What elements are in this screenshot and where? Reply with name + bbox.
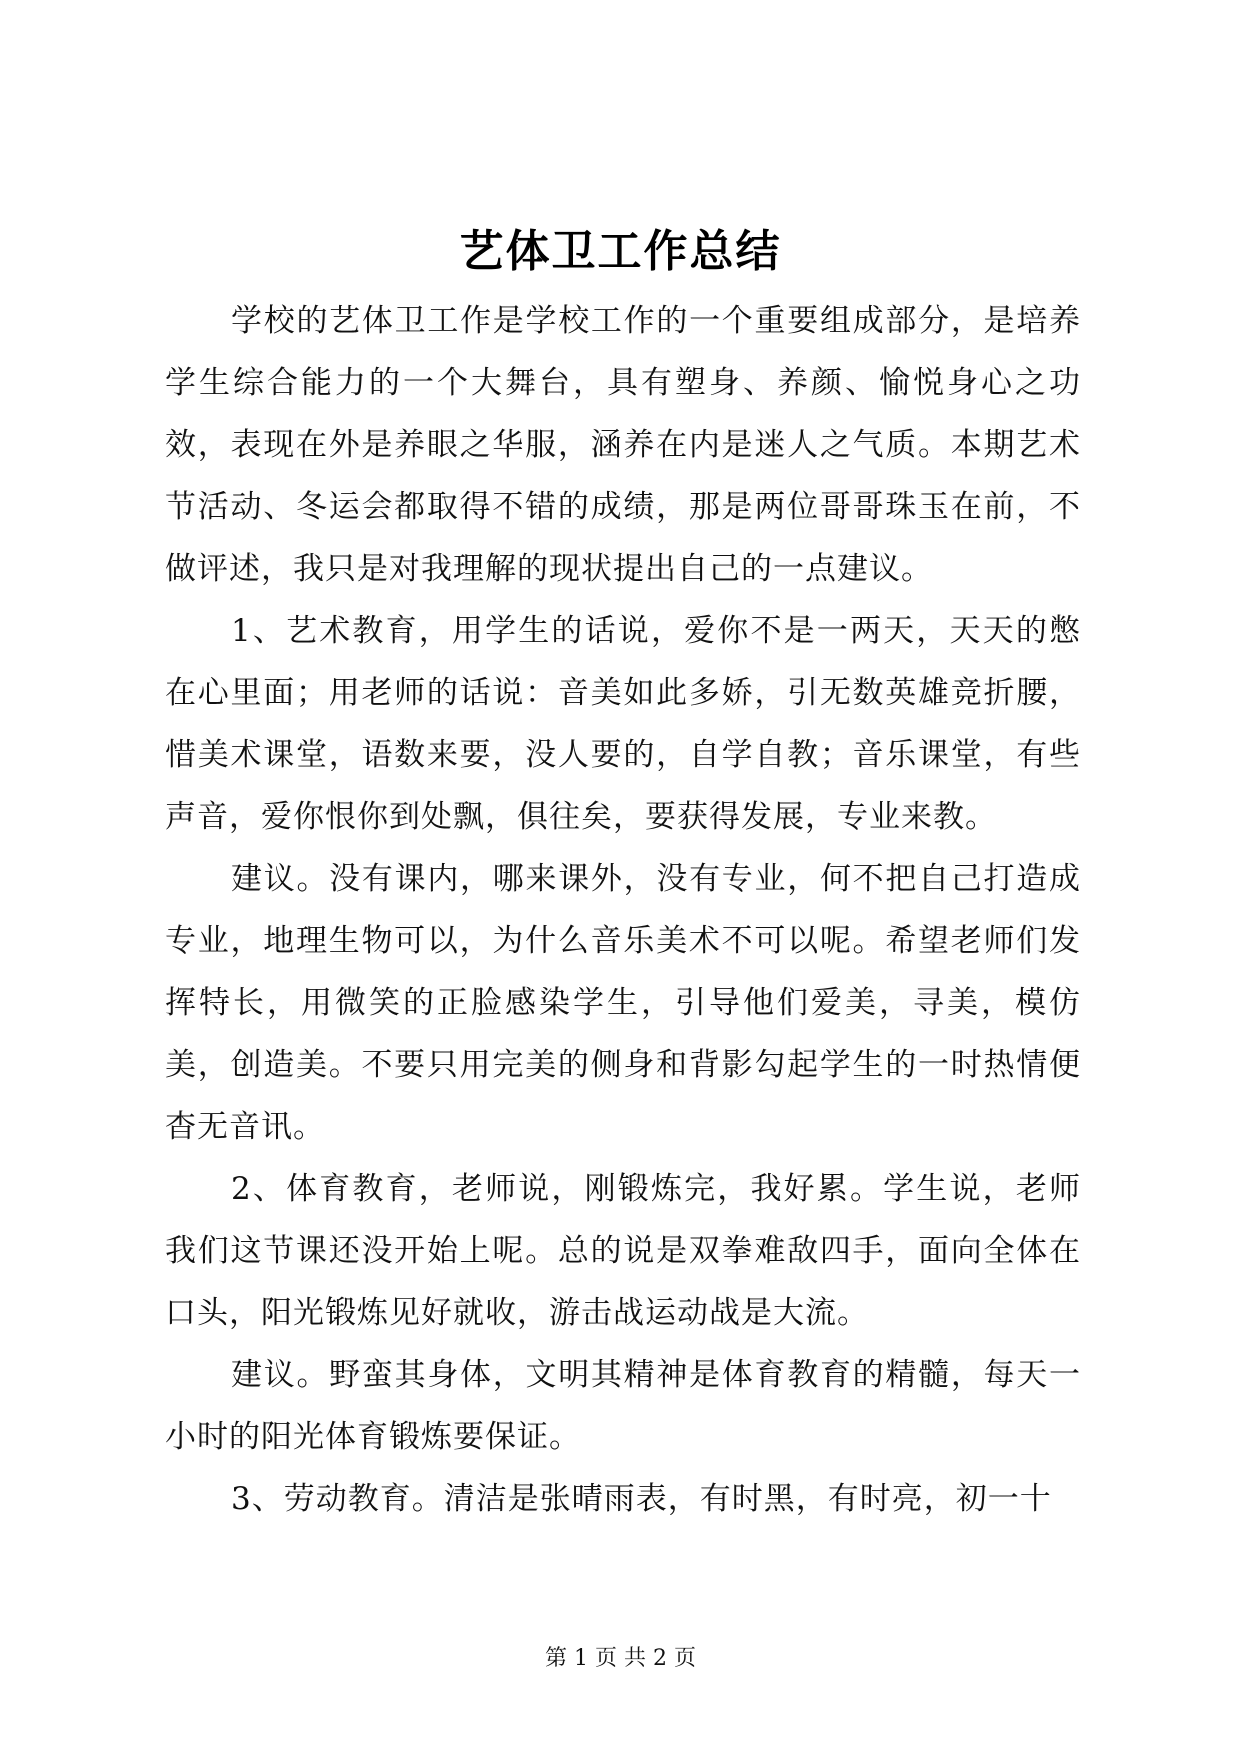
paragraph-intro: 学校的艺体卫工作是学校工作的一个重要组成部分，是培养学生综合能力的一个大舞台，具有塑身、养颜、愉悦身心之功效，表现在外是养眼之华服，涵养在内是迷人之气质。本期艺术节活动、冬运会都取得不错的成绩，那是两位哥哥珠玉在前，不做评述，我只是对我理解的现状提出自己的一点建议。 — [165, 303, 1081, 587]
page-footer: 第 1 页 共 2 页 — [545, 1646, 696, 1671]
paragraph-art-suggestion: 建议。没有课内，哪来课外，没有专业，何不把自己打造成专业，地理生物可以，为什么音乐美术不可以呢。希望老师们发挥特长，用微笑的正脸感染学生，引导他们爱美，寻美，模仿美，创造美。不要只用完美的侧身和背影勾起学生的一时热情便杳无音讯。 — [165, 861, 1081, 1145]
paragraph-pe-suggestion: 建议。野蛮其身体，文明其精神是体育教育的精髓，每天一小时的阳光体育锻炼要保证。 — [165, 1357, 1081, 1455]
paragraph-art-education: 1、艺术教育，用学生的话说，爱你不是一两天，天天的憋在心里面；用老师的话说：音美如此多娇，引无数英雄竞折腰，惜美术课堂，语数来要，没人要的，自学自教；音乐课堂，有些声音，爱你恨你到处飘，俱往矣，要获得发展，专业来教。 — [165, 613, 1081, 835]
document-body — [165, 290, 1081, 1530]
paragraph-labor-education: 3、劳动教育。清洁是张晴雨表，有时黑，有时亮，初一十 — [231, 1481, 1052, 1517]
document-title: 艺体卫工作总结 — [459, 226, 782, 277]
paragraph-pe-education: 2、体育教育，老师说，刚锻炼完，我好累。学生说，老师我们这节课还没开始上呢。总的说是双拳难敌四手，面向全体在口头，阳光锻炼见好就收，游击战运动战是大流。 — [165, 1171, 1081, 1331]
